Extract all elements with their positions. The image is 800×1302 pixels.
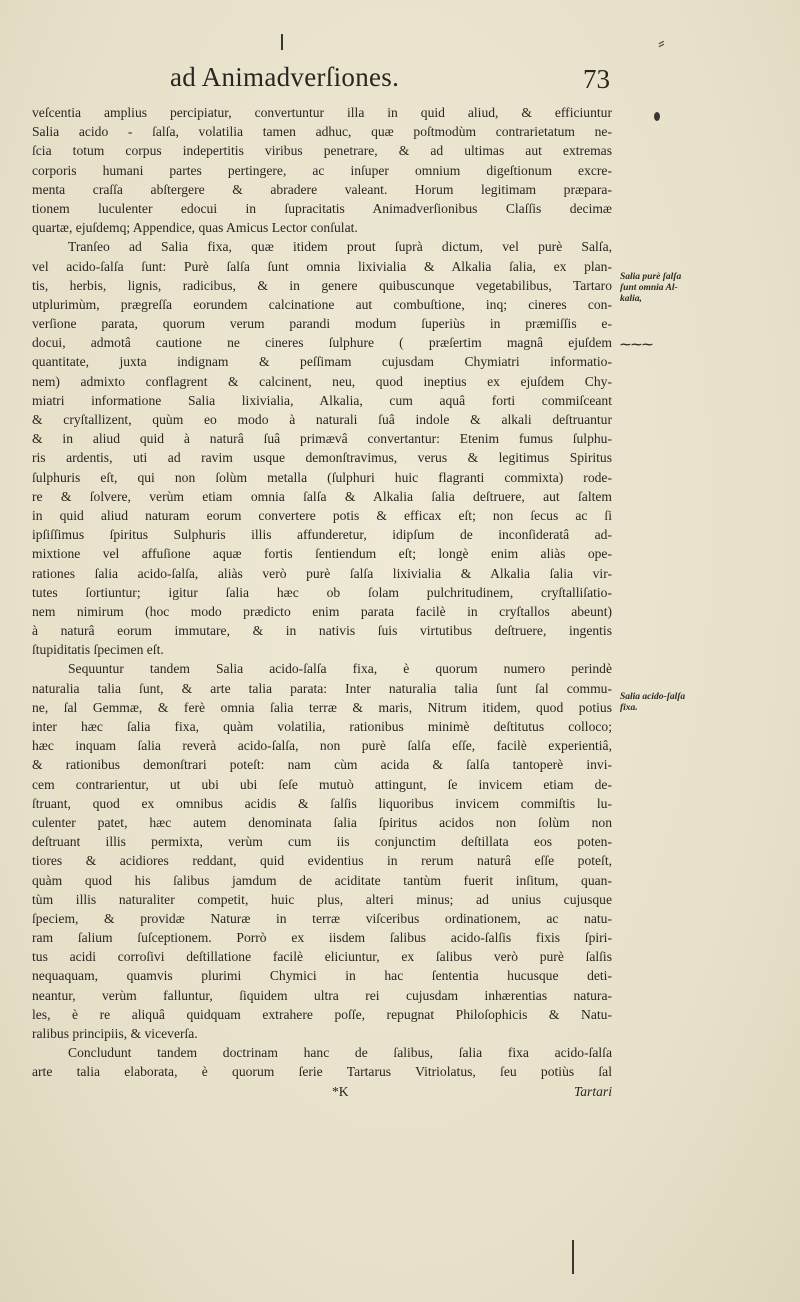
text-line: re & ſolvere, verùm etiam omnia ſalſa & Alkalia ſalia deſtruere, aut ſaltem xyxy=(32,488,612,504)
running-head xyxy=(170,62,610,98)
text-line: ſtruant, quod ex omnibus acidis & ſalſis liquoribus invicem commiſtis lu- xyxy=(32,795,612,811)
text-line: ſulphuris eſt, qui non ſolùm metalla (ſulphuri huic flagranti commixta) rode- xyxy=(32,469,612,485)
text-line: Salia acido - ſalſa, volatilia tamen adhuc, quæ poſtmodùm contrarietatum ne- xyxy=(32,124,612,140)
catchword: Tartari xyxy=(573,1083,612,1099)
text-line: tutes ſortiuntur; igitur ſalia hæc ob ſolam pulchritudinem, cryſtalliſatio- xyxy=(32,584,612,600)
ink-dot xyxy=(654,112,660,121)
margin-note-salia-pure: Salia purè ſalſa ſunt omnia Al-kalia, xyxy=(620,272,682,304)
text-line: deſtruant illis permixta, verùm cum iis conjunctim deſtillata eos poten- xyxy=(32,834,612,850)
text-line: mixtione vel affuſione aquæ fortis ſentiendum eſt; longè enim aliàs ope- xyxy=(32,546,612,562)
text-line: tùm illis naturaliter competit, huic plus, alteri minus; ad unius cujusque xyxy=(32,891,612,907)
text-line: docui, admotâ cautione ne cineres ſulphure ( præſertim magnâ ejuſdem xyxy=(32,335,612,351)
text-line: nequaquam, quamvis plurimi Chymici in hac ſententia hucusque deti- xyxy=(32,968,612,984)
text-line: & in aliud quid à naturâ ſuâ primævâ convertantur: Etenim fumus ſulphu- xyxy=(32,431,612,447)
bottom-ink-stroke xyxy=(572,1240,574,1274)
signature-line xyxy=(32,1082,612,1101)
page-number: 73 xyxy=(583,64,610,94)
margin-note-salia-acido: Salia acido-ſalſa fixa. xyxy=(620,692,686,713)
text-line: & rationibus demonſtrari poteſt: nam cùm acida & ſalſa tantoperè invi- xyxy=(32,757,612,773)
text-line: hæc inquam ſalia reverà acido-ſalſa, non purè ſalſa eſſe, facilè experientiâ, xyxy=(32,738,612,754)
text-line: tus acidi corroſivi deſtillatione facilè eliciuntur, ex ſalibus verò purè ſalſis xyxy=(32,949,612,965)
top-edge-mark: ⸗ xyxy=(658,32,665,54)
text-line: menta craſſa abſtergere & abradere valeant. Horum legitimam præpara- xyxy=(32,181,612,197)
text-line: ſpeciem, & providæ Naturæ in terræ viſceribus ordinationem, ac natu- xyxy=(32,910,612,926)
text-line: quàm quod his ſalibus jamdum de aciditate tantùm fuerit inſitum, quan- xyxy=(32,872,612,888)
text-line: cem contrarientur, ut ubi ubi ſeſe mutuò attingunt, ſe invicem etiam de- xyxy=(32,776,612,792)
text-line: nem nimirum (hoc modo prædicto enim parata facilè in cryſtallos abeunt) xyxy=(32,603,612,619)
text-line: & cryſtallizent, quùm eo modo à naturali ſuâ indole & alkali deſtruantur xyxy=(32,412,612,427)
text-line: miatri informatione Salia lixivialia, Alkalia, cum aquâ forti commiſceant xyxy=(32,392,612,408)
text-line: nem) admixto conflagrent & calcinent, neu, quod ineptius ex ejuſdem Chy- xyxy=(32,373,612,389)
text-line: in quid aliud naturam eorum convertere potis & efficax eſt; non ſecus ac ſi xyxy=(32,507,612,523)
margin-note-marks: ⁓⁓⁓ xyxy=(620,339,653,351)
text-line: ris ardentis, uti ad ravim usque demonſtravimus, verus & legitimus Spiritus xyxy=(32,450,612,466)
text-line: ſcia totum corpus indepertitis viribus penetrare, & ad ultimas aut extremas xyxy=(32,143,612,159)
text-line: tiores & acidiores reddant, quid evidentius in rerum naturâ eſſe poteſt, xyxy=(32,853,612,869)
running-head-title: ad Animadverſiones. xyxy=(170,62,400,92)
top-ink-stroke xyxy=(281,34,283,50)
text-line: à naturâ eorum immutare, & in nativis ſuis virtutibus deſtruere, ingentis xyxy=(32,623,612,639)
text-line: tis, herbis, lignis, radicibus, & in genere quibuscunque vegetabilibus, Tartaro xyxy=(32,277,612,293)
text-line: Sequuntur tandem Salia acido-ſalſa fixa, è quorum numero perindè xyxy=(68,661,612,677)
text-line: verſione parata, quorum verum parandi modum ſuperiùs in præmiſſis e- xyxy=(32,316,612,332)
text-line: quantitate, juxta indignam & peſſimam cujusdam Chymiatri informatio- xyxy=(32,354,612,370)
text-line: rationes ſalia acido-ſalſa, aliàs verò purè ſalſa lixivialia & Alkalia ſalia vir- xyxy=(32,565,612,581)
text-line: vel acido-ſalſa ſunt: Purè ſalſa ſunt omnia lixivialia & Alkalia ſalia, ex plan- xyxy=(32,258,612,274)
text-line: naturalia talia ſunt, & arte talia parata: Inter naturalia talia ſunt ſal commu- xyxy=(32,680,612,696)
text-line: Tranſeo ad Salia fixa, quæ itidem prout ſuprà dictum, vel purè Salſa, xyxy=(68,239,612,255)
text-line: veſcentia amplius percipiatur, convertuntur illa in quid aliud, & efficiuntur xyxy=(32,105,612,120)
text-line: tionem luculenter edocui in ſupracitatis Animadverſionibus Claſſis decimæ xyxy=(32,200,612,216)
text-line: ipſiſſimus ſpiritus Sulphuris illis affunderetur, idipſum de inconſideratâ ad- xyxy=(32,527,612,543)
text-line: quartæ, ejuſdemq; Appendice, quas Amicus Lector conſulat. xyxy=(32,220,358,236)
text-line: utplurimùm, prægreſſa eorundem calcinatione aut combuſtione, inq; cineres con- xyxy=(32,296,612,312)
text-line: inter hæc ſalia fixa, quàm volatilia, rationibus minimè deſtitutus colloco; xyxy=(32,719,612,734)
text-line: ſtupiditatis ſpecimen eſt. xyxy=(32,642,164,658)
signature-mark: *K xyxy=(332,1083,349,1099)
text-line: Concludunt tandem doctrinam hanc de ſalibus, ſalia fixa acido-ſalſa xyxy=(68,1045,612,1061)
body-text xyxy=(32,103,612,1101)
text-line: neantur, verùm falluntur, ſiquidem ultra rei cujusdam inhærentias natura- xyxy=(32,987,612,1003)
text-line: corporis humani partes pertingere, ac inſuper omnium digeſtionum excre- xyxy=(32,162,612,178)
text-line: ram ſalium ſuſceptionem. Porrò ex iisdem ſalibus acido-ſalſis fixis ſpiri- xyxy=(32,930,612,946)
text-line: arte talia elaborata, è quorum ſerie Tartarus Vitriolatus, ſeu potiùs ſal xyxy=(32,1064,612,1080)
text-line: ne, ſal Gemmæ, & ferè omnia ſalia terræ & maris, Nitrum itidem, quod potius xyxy=(32,699,612,715)
text-line: les, è re aliquâ quidquam extrahere poſſe, repugnat Philoſophicis & Natu- xyxy=(32,1006,612,1022)
text-line: ralibus principiis, & viceverſa. xyxy=(32,1026,198,1041)
text-line: culenter patet, hæc autem denominata ſalia ſpiritus acidos non ſolùm non xyxy=(32,814,612,830)
